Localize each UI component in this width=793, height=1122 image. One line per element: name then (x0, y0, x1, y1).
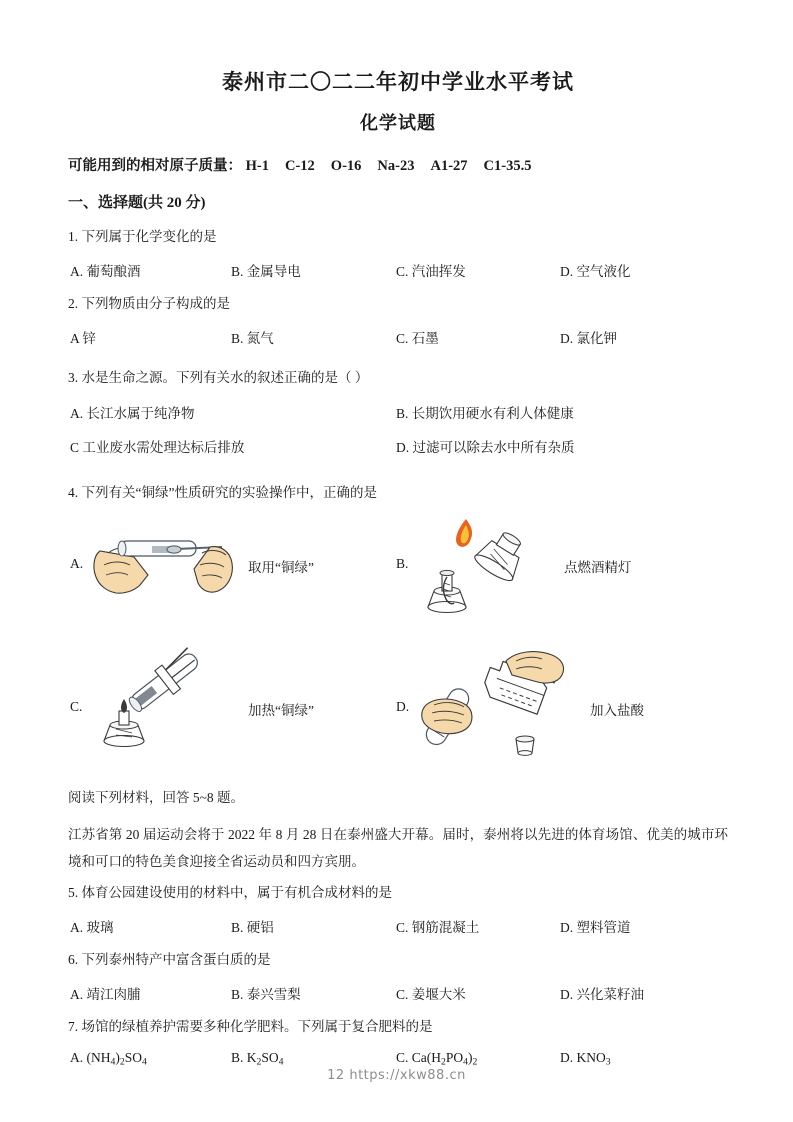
option-1c[interactable] (396, 260, 466, 280)
reading-passage: 江苏省第 20 届运动会将于 2022 年 8 月 28 日在泰州盛大开幕。届时，泰州将以先进的体育场馆、优美的城市环境和可口的特色美食迎接全省运动员和四方宾朋。 (68, 826, 728, 870)
option-5b-text: 硬铝 (246, 919, 274, 935)
question-2-number: 2. (68, 296, 79, 312)
question-4-figures-row-1 (68, 511, 728, 639)
section-title-multiple-choice: 一、选择题(共 20 分) (68, 194, 206, 211)
option-5a-text: 玻璃 (86, 919, 114, 935)
option-7d-formula: $KNO_3$ (576, 1049, 611, 1068)
question-3-options-row-2 (68, 436, 728, 456)
option-3b-text: 长期饮用硬水有利人体健康 (411, 405, 574, 421)
option-6a-text: 靖江肉脯 (86, 986, 141, 1002)
page-footer-watermark: 12 https://xkw88.cn (327, 1068, 466, 1083)
question-4-figures-row-2 (68, 643, 728, 771)
option-7a-letter: A. (70, 1049, 84, 1065)
option-4c-caption: 加热“铜绿” (248, 702, 314, 718)
question-2-options (68, 327, 728, 347)
option-6a[interactable] (70, 983, 141, 1003)
option-3c[interactable] (70, 436, 244, 456)
question-3-text: 水是生命之源。下列有关水的叙述正确的是（ ） (81, 369, 369, 385)
option-4d-caption: 加入盐酸 (590, 702, 644, 718)
option-3a-text: 长江水属于纯净物 (86, 405, 195, 421)
atomic-mass-na: Na-23 (377, 157, 415, 174)
option-3c-text: 工业废水需处理达标后排放 (82, 439, 245, 455)
option-3b-letter: B. (396, 405, 409, 421)
option-1c-text: 汽油挥发 (411, 264, 466, 280)
question-5-options (68, 916, 728, 936)
option-5c-letter: C. (396, 919, 409, 935)
paper-title: 化学试题 (360, 113, 436, 134)
option-2c-text: 石墨 (411, 330, 439, 346)
option-5d-text: 塑料管道 (576, 919, 631, 935)
option-7d[interactable] (560, 1050, 611, 1068)
option-6c-letter: C. (396, 986, 409, 1002)
option-5d[interactable] (560, 916, 631, 936)
option-2a-letter: A (70, 330, 80, 346)
option-3d[interactable] (396, 436, 575, 456)
heating-test-tube-icon (94, 643, 234, 753)
question-7-stem (68, 1018, 728, 1037)
option-5b[interactable] (231, 916, 274, 936)
option-2c[interactable] (396, 327, 439, 347)
option-7a-formula: $(NH_4)_2SO_4$ (86, 1049, 147, 1068)
question-1-text: 下列属于化学变化的是 (81, 229, 217, 245)
option-7b[interactable] (231, 1050, 284, 1068)
atomic-mass-cl: C1-35.5 (483, 157, 532, 174)
question-2-text: 下列物质由分子构成的是 (81, 296, 230, 312)
option-1d-letter: D. (560, 264, 574, 280)
option-1b-letter: B. (231, 264, 244, 280)
option-7a[interactable] (70, 1050, 147, 1068)
document-body (68, 0, 728, 1070)
question-4-stem (68, 484, 728, 503)
option-4a-caption: 取用“铜绿” (248, 559, 314, 575)
atomic-mass-h: H-1 (245, 157, 269, 174)
option-5c-text: 钢筋混凝土 (411, 919, 480, 935)
question-3-stem (68, 369, 728, 388)
option-1d-text: 空气液化 (576, 264, 631, 280)
option-4b-letter[interactable]: B. (396, 555, 409, 571)
option-3a-letter: A. (70, 405, 84, 421)
option-6c[interactable] (396, 983, 466, 1003)
option-4d-letter[interactable]: D. (396, 698, 410, 714)
option-7c-formula: $Ca(H_2PO_4)_2$ (411, 1049, 478, 1068)
option-2d-letter: D. (560, 330, 574, 346)
question-1-options (68, 260, 728, 280)
question-7-number: 7. (68, 1018, 79, 1034)
option-2d[interactable] (560, 327, 617, 347)
option-1d[interactable] (560, 260, 631, 280)
option-3c-letter: C (70, 439, 80, 455)
atomic-mass-o: O-16 (330, 157, 362, 174)
question-7-options (68, 1050, 728, 1070)
option-3b[interactable] (396, 402, 574, 422)
option-2a-text: 锌 (82, 330, 96, 346)
atomic-mass-c: C-12 (284, 157, 315, 174)
question-4-text: 下列有关“铜绿”性质研究的实验操作中，正确的是 (81, 484, 377, 500)
question-1-number: 1. (68, 229, 79, 245)
option-5a-letter: A. (70, 919, 84, 935)
question-3-number: 3. (68, 369, 79, 385)
atomic-mass-values (242, 158, 547, 174)
option-5b-letter: B. (231, 919, 244, 935)
option-6d-letter: D. (560, 986, 574, 1002)
option-1a-text: 葡萄酿酒 (86, 264, 141, 280)
option-6b[interactable] (231, 983, 301, 1003)
reading-lead: 阅读下列材料，回答 5~8 题。 (68, 789, 245, 805)
question-3-options-row-1 (68, 402, 728, 422)
option-4b-caption: 点燃酒精灯 (564, 559, 632, 575)
option-6b-letter: B. (231, 986, 244, 1002)
option-2b-text: 氮气 (246, 330, 274, 346)
question-6-options (68, 983, 728, 1003)
option-2a[interactable] (70, 327, 96, 347)
question-7-text: 场馆的绿植养护需要多种化学肥料。下列属于复合肥料的是 (81, 1018, 433, 1034)
option-1c-letter: C. (396, 264, 409, 280)
atomic-mass-label: 可能用到的相对原子质量： (68, 157, 242, 174)
exam-title: 泰州市二〇二二年初中学业水平考试 (222, 70, 574, 94)
option-7b-formula: $K_2SO_4$ (246, 1049, 284, 1068)
lighting-alcohol-lamp-icon (420, 513, 550, 621)
atomic-mass-al: A1-27 (430, 157, 468, 174)
tweezers-test-tube-hands-icon (90, 521, 240, 609)
pouring-acid-icon (420, 643, 580, 763)
option-7c-letter: C. (396, 1049, 409, 1065)
question-6-stem (68, 951, 728, 970)
option-5d-letter: D. (560, 919, 574, 935)
option-3d-letter: D. (396, 439, 410, 455)
option-1a-letter: A. (70, 264, 84, 280)
question-5-number: 5. (68, 884, 79, 900)
option-1b-text: 金属导电 (246, 264, 301, 280)
option-5c[interactable] (396, 916, 479, 936)
option-6d-text: 兴化菜籽油 (576, 986, 644, 1002)
question-6-text: 下列泰州特产中富含蛋白质的是 (81, 951, 271, 967)
option-6c-text: 姜堰大米 (411, 986, 466, 1002)
question-4-number: 4. (68, 484, 79, 500)
option-2b-letter: B. (231, 330, 244, 346)
option-2d-text: 氯化钾 (576, 330, 617, 346)
option-7c[interactable] (396, 1050, 477, 1068)
option-6d[interactable] (560, 983, 644, 1003)
relative-atomic-mass-line (68, 157, 728, 176)
question-6-number: 6. (68, 951, 79, 967)
option-1a[interactable] (70, 260, 141, 280)
option-6a-letter: A. (70, 986, 84, 1002)
option-2c-letter: C. (396, 330, 409, 346)
question-1-stem (68, 228, 728, 247)
option-7b-letter: B. (231, 1049, 244, 1065)
option-1b[interactable] (231, 260, 301, 280)
question-5-text: 体育公园建设使用的材料中，属于有机合成材料的是 (81, 884, 392, 900)
option-2b[interactable] (231, 327, 274, 347)
option-3d-text: 过滤可以除去水中所有杂质 (412, 439, 575, 455)
option-6b-text: 泰兴雪梨 (246, 986, 301, 1002)
option-4a-letter[interactable]: A. (70, 555, 84, 571)
question-2-stem (68, 295, 728, 314)
question-5-stem (68, 884, 728, 903)
option-5a[interactable] (70, 916, 114, 936)
option-4c-letter[interactable]: C. (70, 698, 83, 714)
option-7d-letter: D. (560, 1049, 574, 1065)
option-3a[interactable] (70, 402, 195, 422)
